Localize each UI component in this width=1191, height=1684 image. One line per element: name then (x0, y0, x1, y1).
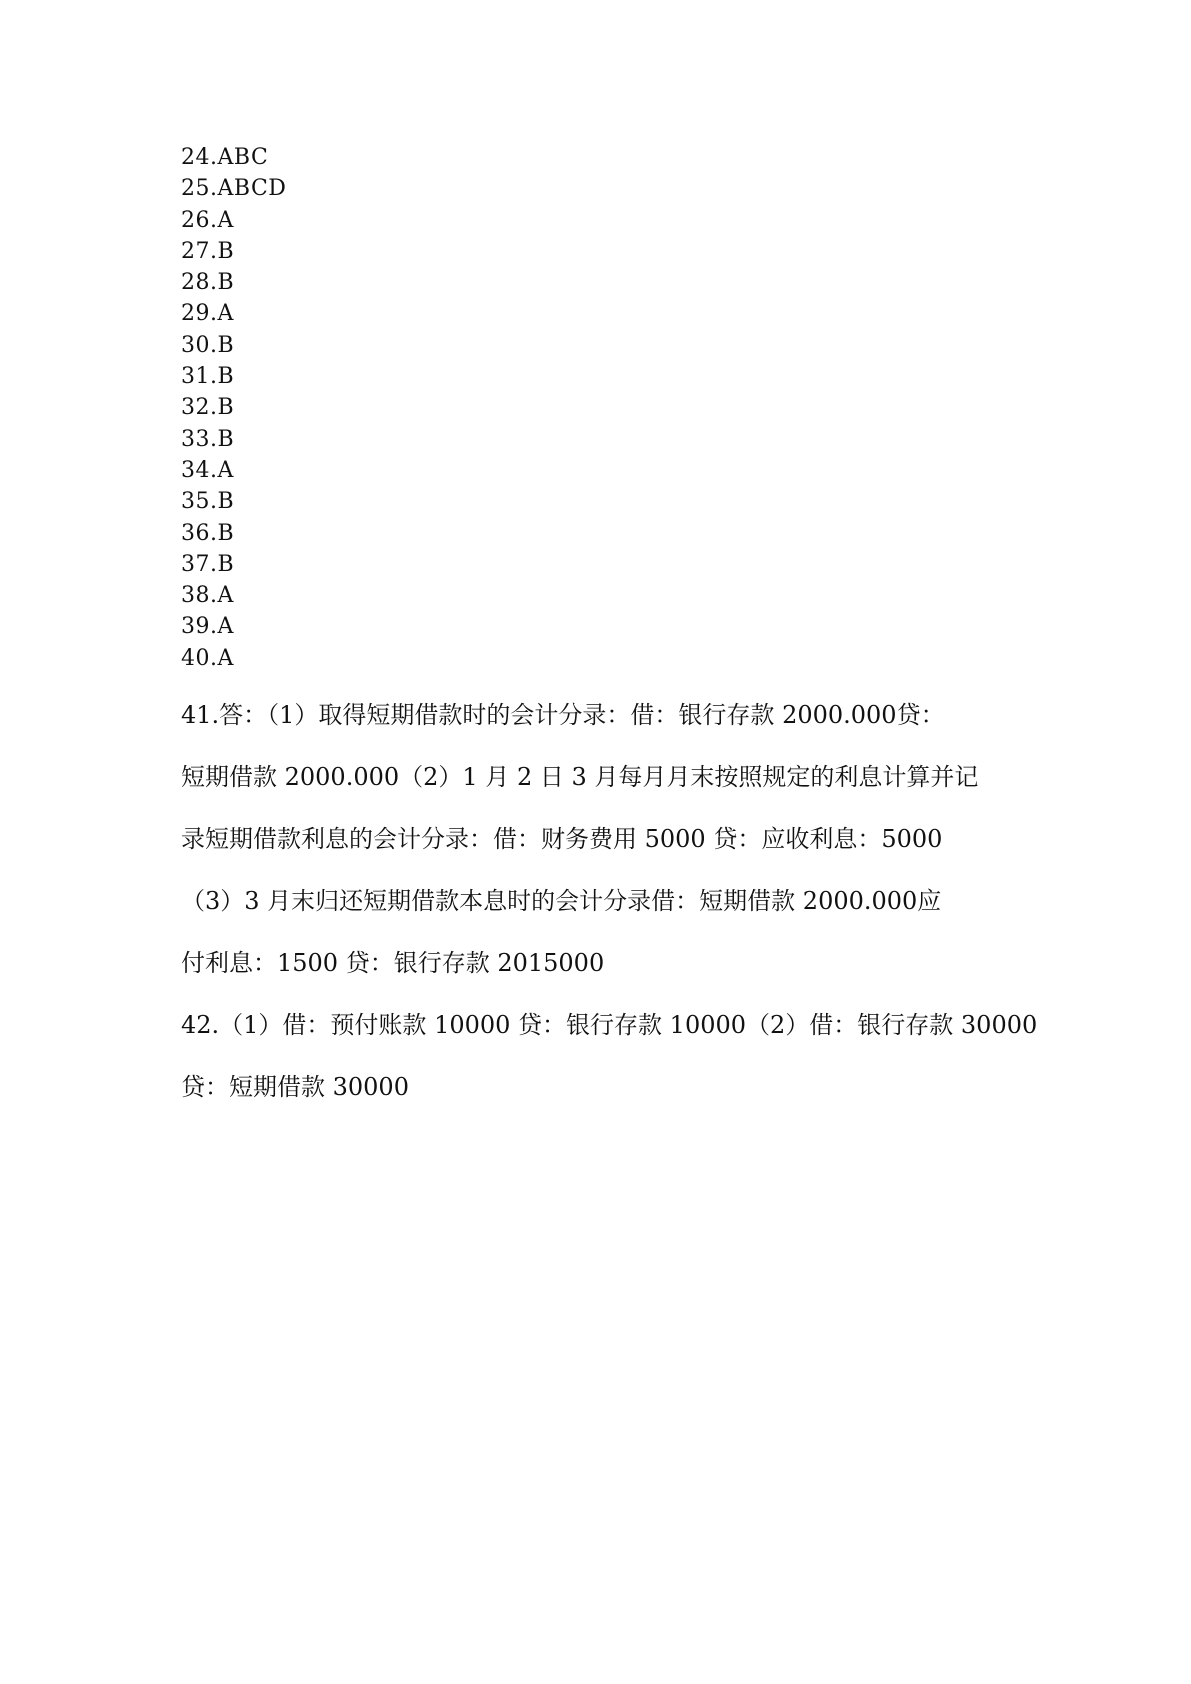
answer-item: 31.B (181, 364, 235, 390)
answer-item: 34.A (181, 457, 234, 483)
short-answer-list (181, 142, 286, 674)
answer-item: 40.A (181, 645, 234, 671)
answer-item: 36.B (181, 520, 235, 546)
answer-42-paragraph (181, 994, 1038, 1118)
answer-item: 29.A (181, 301, 234, 327)
answer-item: 39.A (181, 614, 234, 640)
answer-item: 27.B (181, 238, 235, 264)
answer-41-line: 录短期借款利息的会计分录：借：财务费用 5000 贷：应收利息：5000 (181, 825, 943, 853)
answer-41-line: 41.答：（1）取得短期借款时的会计分录：借：银行存款 2000.000贷： (181, 701, 945, 729)
answer-item: 28.B (181, 270, 235, 296)
answer-item: 37.B (181, 551, 235, 577)
answer-41-line: 短期借款 2000.000（2）1 月 2 日 3 月每月月末按照规定的利息计算并记 (181, 763, 979, 791)
answer-item: 35.B (181, 489, 235, 515)
answer-item: 25.ABCD (181, 176, 287, 202)
answer-41-line: 付利息：1500 贷：银行存款 2015000 (181, 949, 605, 977)
answer-item: 32.B (181, 395, 235, 421)
answer-41-paragraph (181, 684, 1013, 994)
answer-item: 38.A (181, 583, 234, 609)
answer-41-line: （3）3 月末归还短期借款本息时的会计分录借：短期借款 2000.000应 (181, 887, 942, 915)
answer-item: 30.B (181, 332, 235, 358)
answer-item: 33.B (181, 426, 235, 452)
answer-42-line: 42.（1）借：预付账款 10000 贷：银行存款 10000（2）借：银行存款 30000 (181, 1011, 1038, 1039)
answer-item: 24.ABC (181, 145, 269, 170)
long-answer-section (181, 684, 1038, 1118)
answer-item: 26.A (181, 207, 234, 233)
answer-42-line: 贷：短期借款 30000 (181, 1073, 409, 1101)
